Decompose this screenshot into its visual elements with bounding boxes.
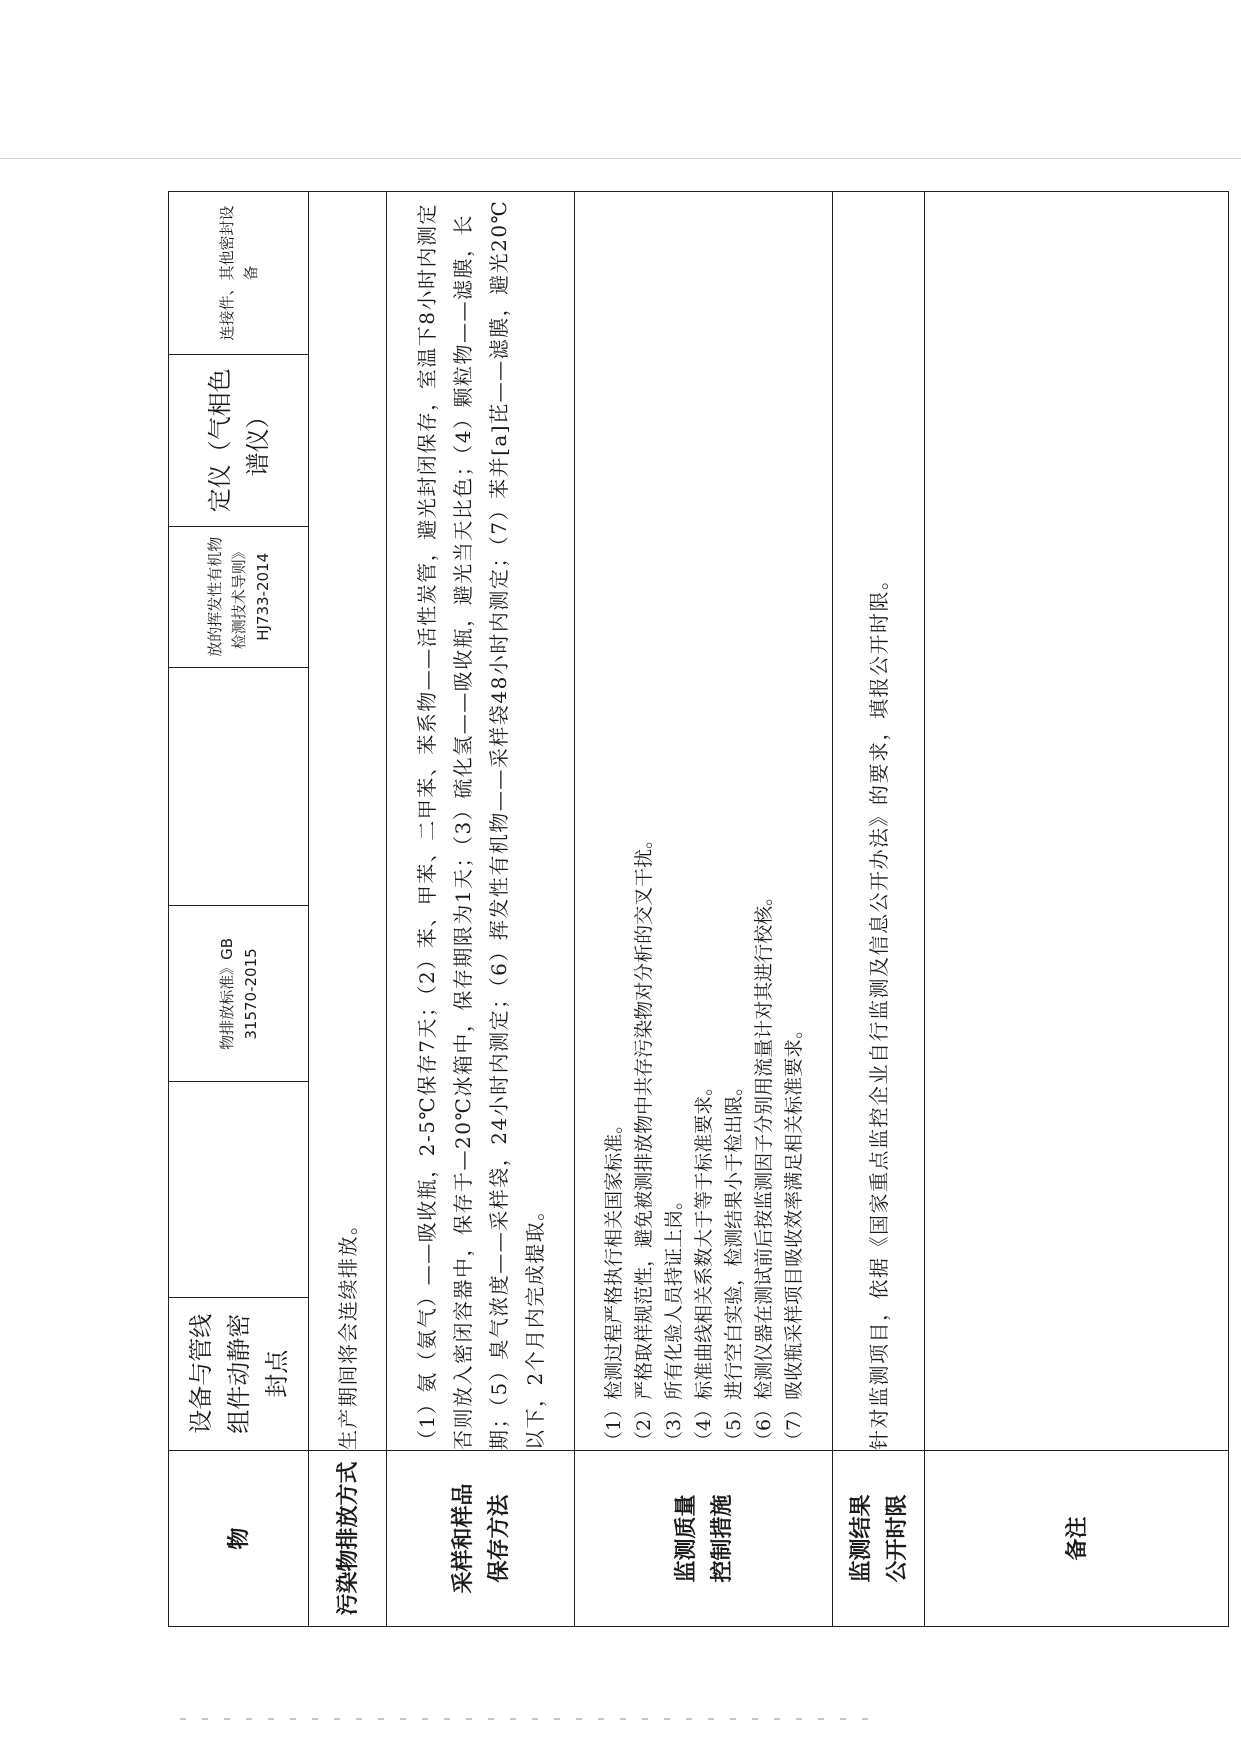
discharge-text: 生产期间将会连续排放。 — [309, 192, 387, 1451]
sampling-text: （1）氨（氨气）——吸收瓶，2-5℃保存7天；（2）苯、甲苯、二甲苯、苯系物——活性炭管，避光封闭保存，室温下8小时内测定否则放入密闭容器中，保存于—20℃冰箱中，保存期限为1天；（3）硫化氢——吸收瓶，避光当天比色；（4）颗粒物——滤膜，长期；（5）臭气浓度——采样袋，24小时内测定；（6）挥发性有机物——采样袋48小时内测定；（7）苯并[a]芘——滤膜，避光20℃以下，2个月内完成提取。 — [387, 192, 575, 1451]
qc-item: （6）检测仪器在测试前后按监测因子分别用流量计对其进行校核。 — [752, 886, 775, 1450]
header-cell-equipment: 设备与管线组件动静密封点 — [186, 1313, 291, 1434]
disclosure-text: 针对监测项目，依据《国家重点监控企业自行监测及信息公开办法》的要求，填报公开时限。 — [833, 192, 925, 1451]
remarks-row — [925, 192, 1229, 1627]
scan-artifact-dots — [180, 1718, 880, 1720]
qc-label-line1: 监测质量 — [672, 1494, 699, 1583]
header-cell-standard: 物排放标准》GB 31570-2015 — [169, 906, 308, 1082]
remarks-label: 备注 — [925, 1451, 1229, 1627]
disclosure-label-line2: 公开时限 — [883, 1494, 910, 1583]
header-cell-method: 放的挥发性有机物检测技术导则》 HJ733-2014 — [169, 527, 308, 668]
sampling-label-line2: 保存方法 — [485, 1494, 512, 1583]
header-cell-components: 连接件、其他密封设备 — [169, 192, 308, 355]
sampling-label-line1: 采样和样品 — [449, 1483, 476, 1594]
qc-item: （4）标准曲线相关系数大于等于标准要求。 — [692, 1076, 715, 1450]
discharge-label: 污染物排放方式 — [309, 1451, 387, 1627]
page-top-rule — [0, 158, 1241, 159]
qc-row — [575, 192, 833, 1627]
remarks-text — [925, 192, 1229, 1451]
qc-item: （3）所有化验人员持证上岗。 — [662, 1190, 685, 1450]
header-row-label: 物 — [169, 1451, 309, 1627]
disclosure-label — [833, 1451, 925, 1627]
qc-list — [575, 192, 833, 1451]
rotated-page — [168, 192, 1228, 1627]
qc-label-line2: 控制措施 — [708, 1494, 735, 1583]
header-cell-2 — [169, 1082, 308, 1297]
header-cell-instrument: 定仪（气相色谱仪） — [169, 355, 308, 527]
header-row — [169, 192, 309, 1627]
header-row-cells — [169, 192, 309, 1451]
discharge-row — [309, 192, 387, 1627]
qc-label — [575, 1451, 833, 1627]
sampling-label — [387, 1451, 575, 1627]
qc-item: （5）进行空白实验，检测结果小于检出限。 — [722, 1076, 745, 1450]
sampling-row — [387, 192, 575, 1627]
qc-item: （2）严格取样规范性，避免被测排放物中共存污染物对分析的交叉干扰。 — [632, 829, 655, 1450]
header-cell-4 — [169, 668, 308, 907]
qc-item: （1）检测过程严格执行相关国家标准。 — [602, 1114, 625, 1450]
monitoring-table — [168, 191, 1229, 1627]
disclosure-label-line1: 监测结果 — [847, 1494, 874, 1583]
disclosure-row — [833, 192, 925, 1627]
qc-item: （7）吸收瓶采样项目吸收效率满足相关标准要求。 — [782, 1019, 805, 1450]
